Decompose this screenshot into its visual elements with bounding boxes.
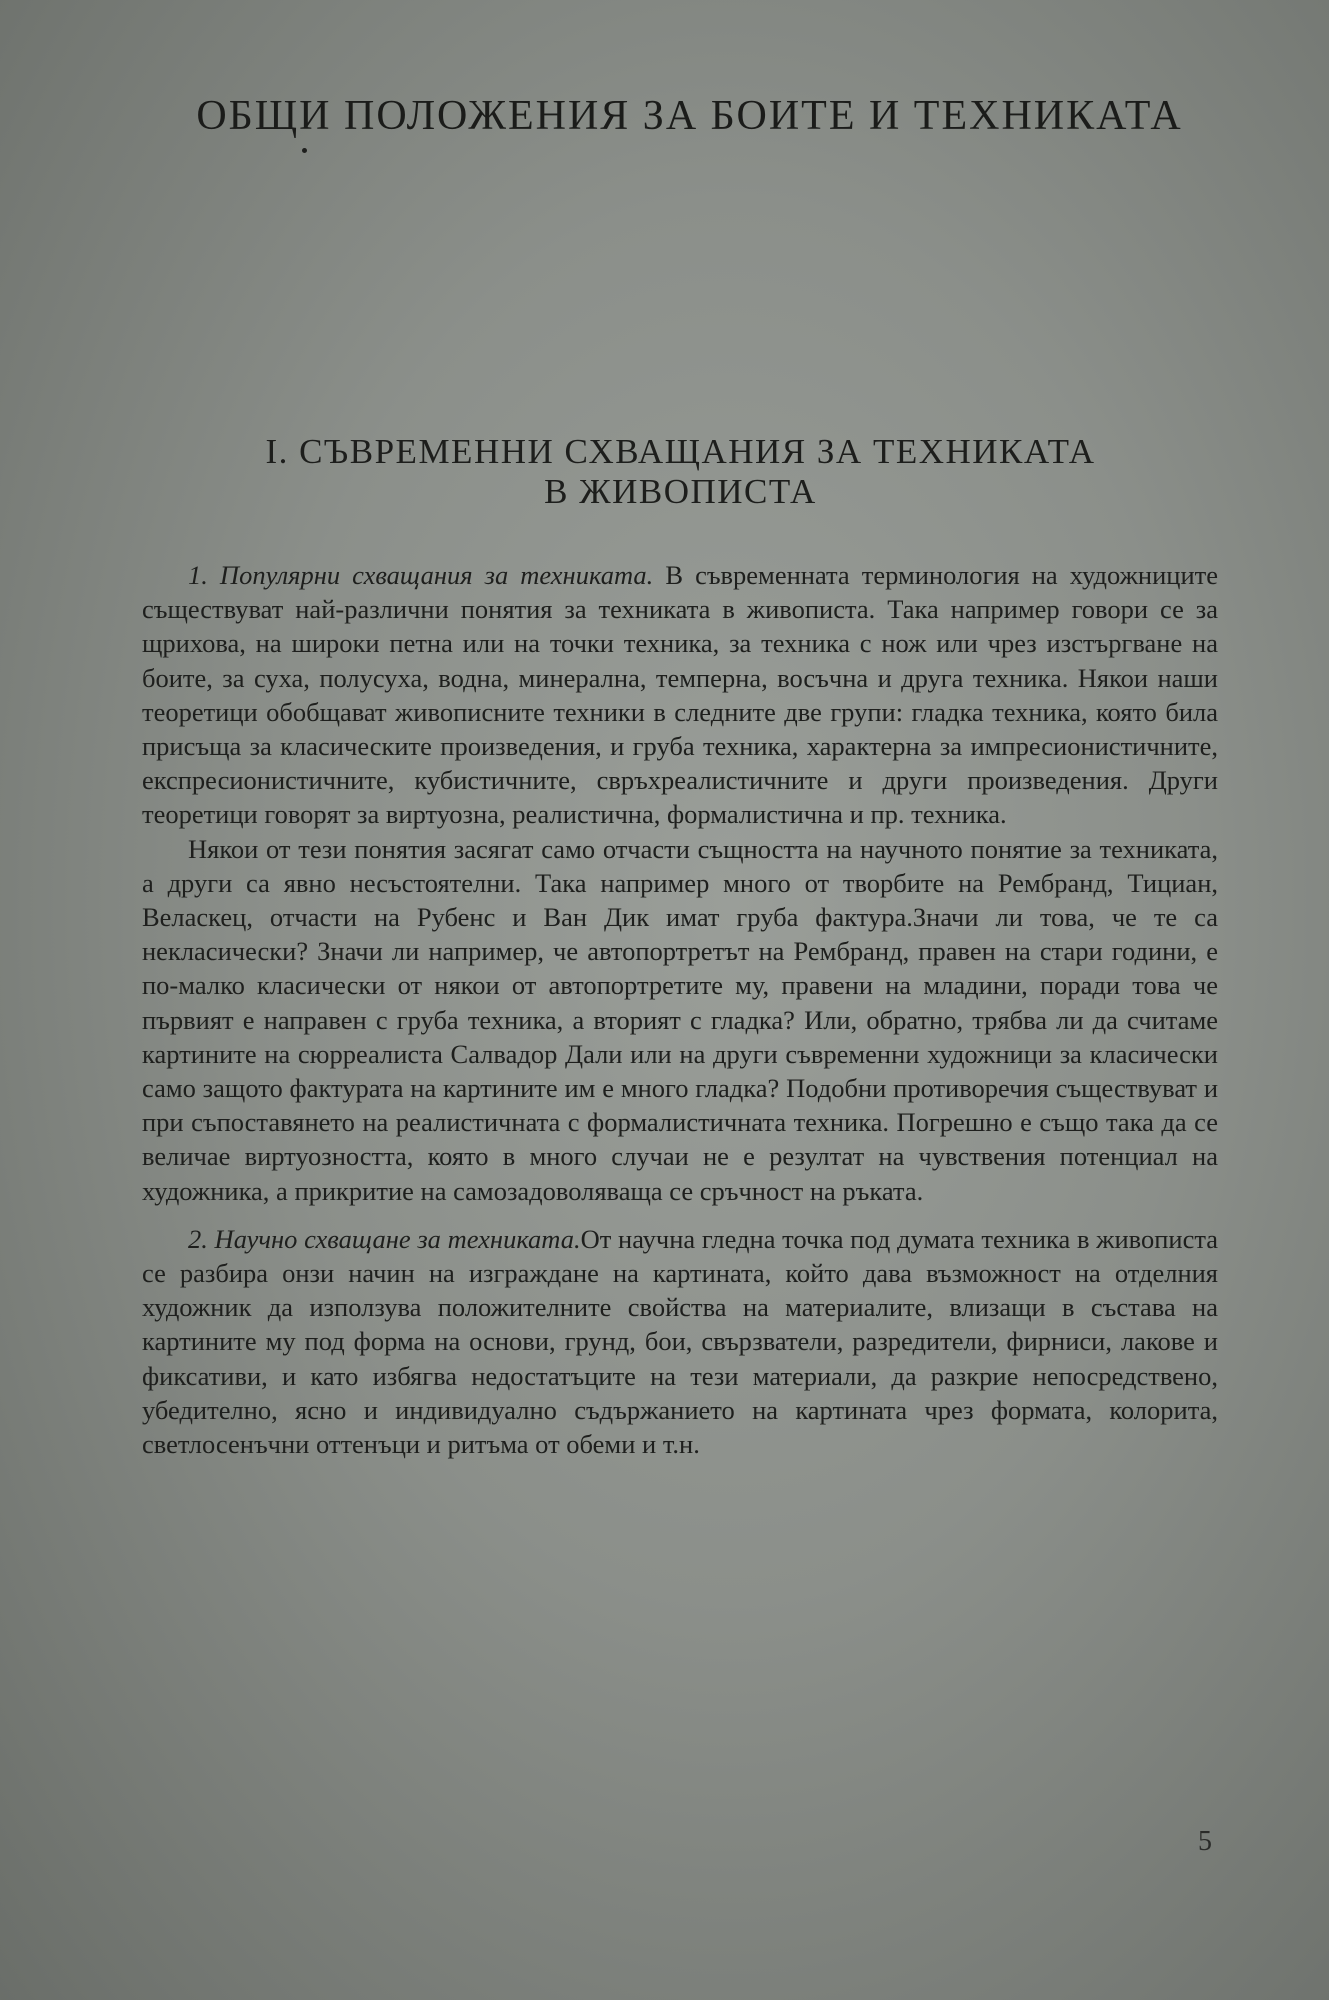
paragraph-section-1 bbox=[142, 558, 1218, 832]
section-2-text: От научна гледна точка под думата техника в живописта се разбира онзи начин на изграждане на картината, който дава възможност на отделния художник да използува положителните свойства на материалите, влизащи в състава на картините му под форма на основи, грунд, бои, свързватели, разредители, фирниси, лакове и фиксативи, и като избягва недостатъците на тези материали, да разкрие непосредствено, убедително, ясно и индивидуално съдържанието на картината чрез формата, колорита, светлосенъчни оттенъци и ритъма от обеми и т.н. bbox=[142, 1223, 1219, 1460]
running-head: ОБЩИ ПОЛОЖЕНИЯ ЗА БОИТЕ И ТЕХНИКАТА bbox=[196, 93, 1183, 139]
section-1-heading: 1. Популярни схващания за техниката. bbox=[188, 560, 654, 590]
chapter-title bbox=[0, 432, 1329, 512]
section-2-heading: 2. Научно схващане за техниката. bbox=[188, 1223, 581, 1254]
chapter-title-line-2: В ЖИВОПИСТА bbox=[544, 472, 817, 511]
body-text bbox=[142, 558, 1218, 1461]
paragraph-section-2 bbox=[142, 1222, 1218, 1461]
paragraph-section-1b: Някои от тези понятия засягат само отчасти същността на научното понятие за техниката, а други са явно несъстоятелни. Така например много от творбите на Рембранд, Тициан, Веласкец, отчасти на Рубенс и Ван Дик имат груба фактура.Значи ли това, че те са некласически? Значи ли например, че автопортретът на Рембранд, правен на стари години, е по-малко класически от някои от автопортретите му, правени на младини, поради това че първият е направен с груба техника, а вторият с гладка? Или, обратно, трябва ли да считаме картините на сюрреалиста Салвадор Дали или на други съвременни художници за класически само защото фактурата на картините им е много гладка? Подобни противоречия съществуват и при съпоставянето на реалистичната с формалистичната техника. Погрешно е също така да се величае виртуозността, която в много случаи не е резултат на чувствения потенциал на художника, а прикритие на самозадоволяваща се сръчност на ръката. bbox=[142, 833, 1218, 1206]
ink-speck bbox=[302, 148, 307, 153]
section-1-text: В съвременната терминология на художниците съществуват най-различни понятия за техниката в живописта. Така например говори се за щрихова, на широки петна или на точки техника, за техника с нож или чрез изстъргване на боите, за суха, полусуха, водна, минерална, темперна, восъчна и друга техника. Някои наши теоретици обобщават живописните техники в следните две групи: гладка техника, която била присъща за класическите произведения, и груба техника, характерна за импресионистичните, експресионистичните, кубистичните, свръхреалистичните и други произведения. Други теоретици говорят за виртуозна, реалистична, формалистична и пр. техника. bbox=[142, 560, 1219, 830]
chapter-title-line-1: I. СЪВРЕМЕННИ СХВАЩАНИЯ ЗА ТЕХНИКАТА bbox=[265, 432, 1096, 471]
page-number: 5 bbox=[1198, 1826, 1212, 1857]
